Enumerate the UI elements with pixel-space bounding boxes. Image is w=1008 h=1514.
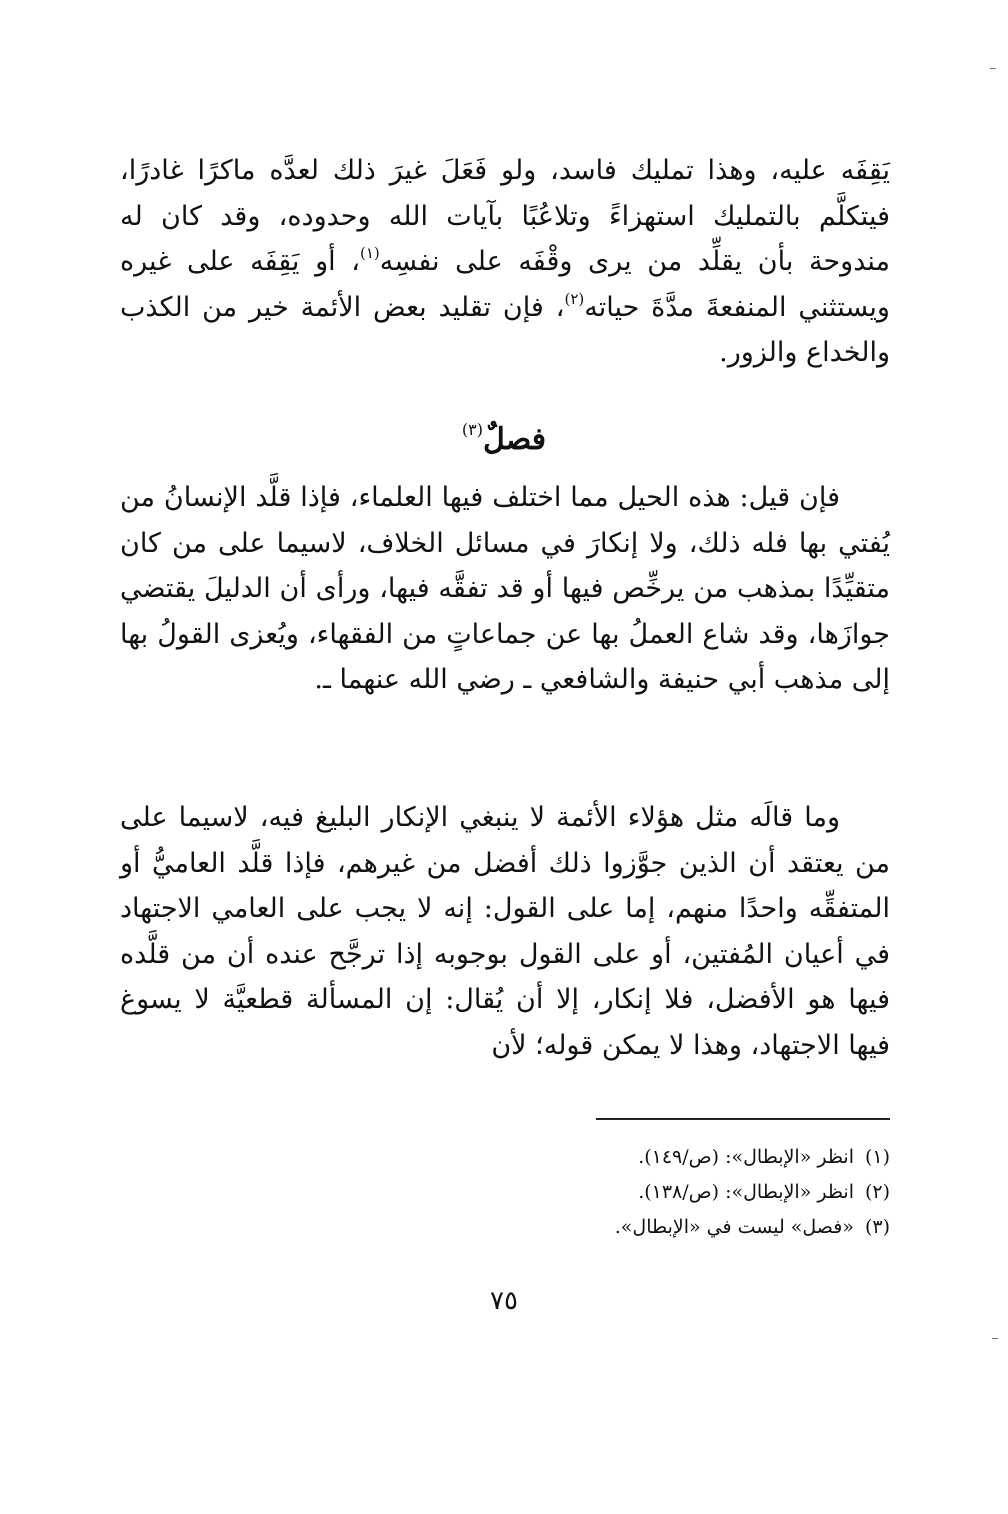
footnote-3-text: «فصل» ليست في «الإبطال». bbox=[614, 1216, 854, 1238]
paragraph-1-part-3: ، فإن تقليد بعض الأئمة خير من الكذب والخداع والزور. bbox=[120, 291, 890, 368]
footnote-1 bbox=[420, 1140, 890, 1175]
footnote-2-number: (٢) bbox=[864, 1181, 890, 1203]
paragraph-2 bbox=[120, 475, 890, 703]
footnote-3 bbox=[420, 1210, 890, 1245]
section-heading bbox=[0, 410, 1008, 460]
scan-mark bbox=[992, 1338, 998, 1339]
footnote-3-number: (٣) bbox=[864, 1216, 890, 1238]
paragraph-1 bbox=[120, 148, 890, 376]
scan-mark bbox=[990, 68, 996, 69]
footnote-ref-3: (٣) bbox=[461, 420, 483, 439]
section-heading-title: فصلٌ bbox=[483, 422, 547, 457]
paragraph-3-text: وما قالَه مثل هؤلاء الأئمة لا ينبغي الإنكار البليغ فيه، لاسيما على من يعتقد أن الذين جوَّزوا ذلك أفضل من غيرهم، فإذا قلَّد العاميُّ أو المتفقِّه واحدًا منهم، إما على القول: إنه لا يجب على العامي الاجتهاد في أعيان المُفتين، أو على القول بوجوبه إذا ترجَّح عنده أن من قلَّده فيها هو الأفضل، فلا إنكار، إلا أن يُقال: إن المسألة قطعيَّة لا يسوغ فيها الاجتهاد، وهذا لا يمكن قوله؛ لأن bbox=[120, 802, 890, 1061]
page-number: ٧٥ bbox=[490, 1286, 518, 1316]
footnote-2 bbox=[420, 1175, 890, 1210]
paragraph-1-part-1: يَقِفَه عليه، وهذا تمليك فاسد، ولو فَعَلَ غيرَ ذلك لعدَّه ماكرًا غادرًا، فيتكلَّم بالتمليك استهزاءً وتلاعُبًا بآيات الله وحدوده، وقد كان له مندوحة بأن يقلِّد من يرى وقْفَه على نفسِه bbox=[120, 155, 890, 277]
footnote-1-text: انظر «الإبطال»: (ص/١٤٩). bbox=[638, 1146, 854, 1168]
footnote-ref-2: (٢) bbox=[564, 289, 585, 308]
footnote-2-text: انظر «الإبطال»: (ص/١٣٨). bbox=[638, 1181, 854, 1203]
footnotes bbox=[420, 1140, 890, 1245]
paragraph-2-text: فإن قيل: هذه الحيل مما اختلف فيها العلماء، فإذا قلَّد الإنسانُ من يُفتي بها فله ذلك، ولا إنكارَ في مسائل الخلاف، لاسيما على من كان متقيِّدًا بمذهب من يرخِّص فيها أو قد تفقَّه فيها، ورأى أن الدليلَ يقتضي جوازَها، وقد شاع العملُ بها عن جماعاتٍ من الفقهاء، ويُعزى القولُ بها إلى مذهب أبي حنيفة والشافعي ـ رضي الله عنهما ـ. bbox=[120, 482, 890, 695]
paragraph-1-part-2: ، أو يَقِفَه على غيره ويستثني المنفعةَ مدَّةَ حياته bbox=[120, 246, 890, 323]
footnote-divider bbox=[596, 1118, 890, 1120]
footnote-ref-1: (١) bbox=[359, 244, 380, 262]
paragraph-3 bbox=[120, 795, 890, 1068]
paragraph-1-text bbox=[120, 148, 890, 376]
footnote-1-number: (١) bbox=[864, 1146, 890, 1168]
